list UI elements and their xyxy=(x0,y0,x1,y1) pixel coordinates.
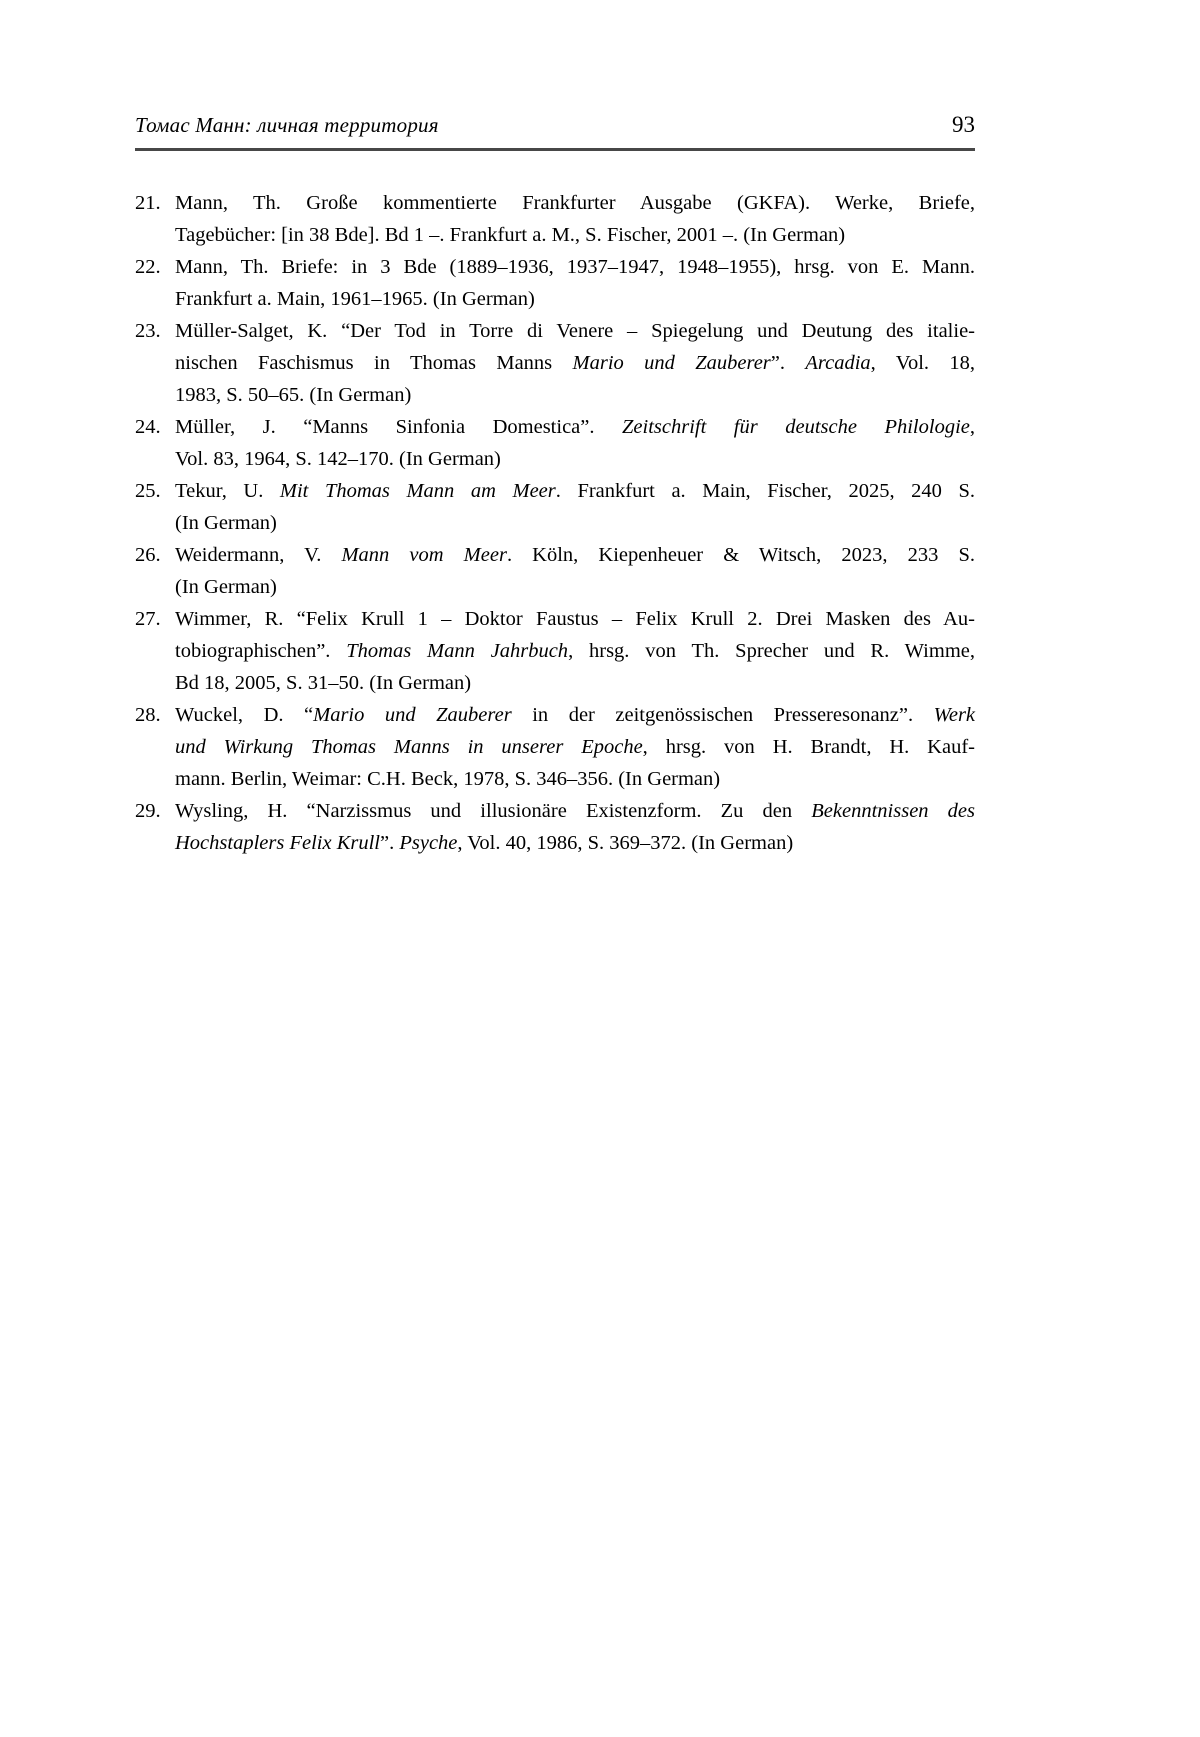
reference-text xyxy=(175,699,975,795)
text-run: Müller-Salget, K. “Der Tod in Torre di Venere – Spiegelung und Deutung des italie- xyxy=(175,320,975,342)
reference-line xyxy=(175,283,975,315)
reference-item xyxy=(135,411,975,475)
text-run: , Vol. 18, xyxy=(870,352,975,374)
text-run: mann. Berlin, Weimar: C.H. Beck, 1978, S. 346–356. (In German) xyxy=(175,768,721,790)
text-run: (In German) xyxy=(175,576,277,598)
reference-number: 29. xyxy=(135,800,161,822)
reference-item xyxy=(135,475,975,539)
reference-line xyxy=(175,315,975,347)
text-run: , hrsg. von H. Brandt, H. Kauf- xyxy=(642,736,975,758)
text-run: ”. xyxy=(379,832,400,854)
reference-text xyxy=(175,475,975,539)
text-run: Weidermann, V. xyxy=(175,544,342,566)
reference-line xyxy=(175,603,975,635)
text-run-italic: Arcadia xyxy=(805,352,871,374)
reference-text xyxy=(175,315,975,411)
reference-line xyxy=(175,827,975,859)
reference-line xyxy=(175,539,975,571)
reference-text xyxy=(175,251,975,315)
header-rule xyxy=(135,148,975,151)
reference-line xyxy=(175,795,975,827)
text-run-italic: Werk xyxy=(933,704,976,726)
reference-line xyxy=(175,443,975,475)
references-list xyxy=(135,187,975,859)
text-run: , Vol. 40, 1986, S. 369–372. (In German) xyxy=(457,832,794,854)
reference-line xyxy=(175,379,975,411)
text-run-italic: Mit Thomas Mann am Meer xyxy=(279,480,556,502)
text-run-italic: Mann vom Meer xyxy=(341,544,507,566)
reference-item xyxy=(135,315,975,411)
text-run-italic: Mario und Zauberer xyxy=(572,352,771,374)
reference-text xyxy=(175,795,975,859)
reference-number: 26. xyxy=(135,544,161,566)
reference-item xyxy=(135,187,975,251)
reference-number: 22. xyxy=(135,256,161,278)
reference-text xyxy=(175,539,975,603)
reference-number: 28. xyxy=(135,704,161,726)
text-run-italic: Bekenntnissen des xyxy=(811,800,975,822)
page-number: 93 xyxy=(952,112,975,137)
reference-number: 24. xyxy=(135,416,161,438)
text-run-italic: Mario und Zauberer xyxy=(313,704,512,726)
reference-line xyxy=(175,571,975,603)
text-run: Wimmer, R. “Felix Krull 1 – Doktor Faustus – Felix Krull 2. Drei Masken des Au- xyxy=(175,608,975,630)
text-run: Frankfurt a. Main, 1961–1965. (In German) xyxy=(175,288,535,310)
reference-line xyxy=(175,347,975,379)
text-run: Bd 18, 2005, S. 31–50. (In German) xyxy=(175,672,472,694)
text-run-italic: Zeitschrift für deutsche Philologie xyxy=(622,416,970,438)
text-run: . Köln, Kiepenheuer & Witsch, 2023, 233 S. xyxy=(506,544,976,566)
reference-line xyxy=(175,251,975,283)
reference-item xyxy=(135,795,975,859)
reference-item xyxy=(135,603,975,699)
reference-line xyxy=(175,507,975,539)
reference-line xyxy=(175,411,975,443)
running-title: Томас Манн: личная территория xyxy=(135,113,439,137)
reference-number: 23. xyxy=(135,320,161,342)
text-run: tobiographischen”. xyxy=(175,640,347,662)
text-run: , hrsg. von Th. Sprecher und R. Wimme, xyxy=(568,640,975,662)
text-run: Wuckel, D. “ xyxy=(175,704,314,726)
text-run: Mann, Th. Große kommentierte Frankfurter Ausgabe (GKFA). Werke, Briefe, xyxy=(175,192,975,214)
text-run: (In German) xyxy=(175,512,277,534)
text-run: Wysling, H. “Narzissmus und illusionäre Existenzform. Zu den xyxy=(175,800,812,822)
text-run: ”. xyxy=(770,352,806,374)
text-run-italic: Thomas Mann Jahrbuch xyxy=(346,640,569,662)
reference-text xyxy=(175,187,975,251)
reference-line xyxy=(175,475,975,507)
text-run-italic: Hochstaplers Felix Krull xyxy=(175,832,380,854)
reference-line xyxy=(175,635,975,667)
reference-item xyxy=(135,539,975,603)
text-run: 1983, S. 50–65. (In German) xyxy=(175,384,412,406)
page-header xyxy=(135,112,975,138)
reference-text xyxy=(175,603,975,699)
text-run: . Frankfurt a. Main, Fischer, 2025, 240 S. xyxy=(555,480,975,502)
reference-number: 27. xyxy=(135,608,161,630)
text-run: Vol. 83, 1964, S. 142–170. (In German) xyxy=(175,448,501,470)
reference-line xyxy=(175,219,975,251)
reference-line xyxy=(175,699,975,731)
reference-line xyxy=(175,731,975,763)
text-run: Tekur, U. xyxy=(175,480,280,502)
text-run: in der zeitgenössischen Presseresonanz”. xyxy=(511,704,934,726)
reference-item xyxy=(135,699,975,795)
reference-number: 21. xyxy=(135,192,161,214)
text-run-italic: und Wirkung Thomas Manns in unserer Epoche xyxy=(175,736,643,758)
text-run: , xyxy=(969,416,975,438)
text-run: Mann, Th. Briefe: in 3 Bde (1889–1936, 1937–1947, 1948–1955), hrsg. von E. Mann. xyxy=(175,256,975,278)
reference-line xyxy=(175,667,975,699)
text-run: Müller, J. “Manns Sinfonia Domestica”. xyxy=(175,416,623,438)
text-run: Tagebücher: [in 38 Bde]. Bd 1 –. Frankfurt a. M., S. Fischer, 2001 –. (In German) xyxy=(175,224,846,246)
reference-text xyxy=(175,411,975,475)
text-run-italic: Psyche xyxy=(399,832,458,854)
reference-line xyxy=(175,187,975,219)
text-run: nischen Faschismus in Thomas Manns xyxy=(175,352,573,374)
reference-item xyxy=(135,251,975,315)
reference-number: 25. xyxy=(135,480,161,502)
reference-line xyxy=(175,763,975,795)
